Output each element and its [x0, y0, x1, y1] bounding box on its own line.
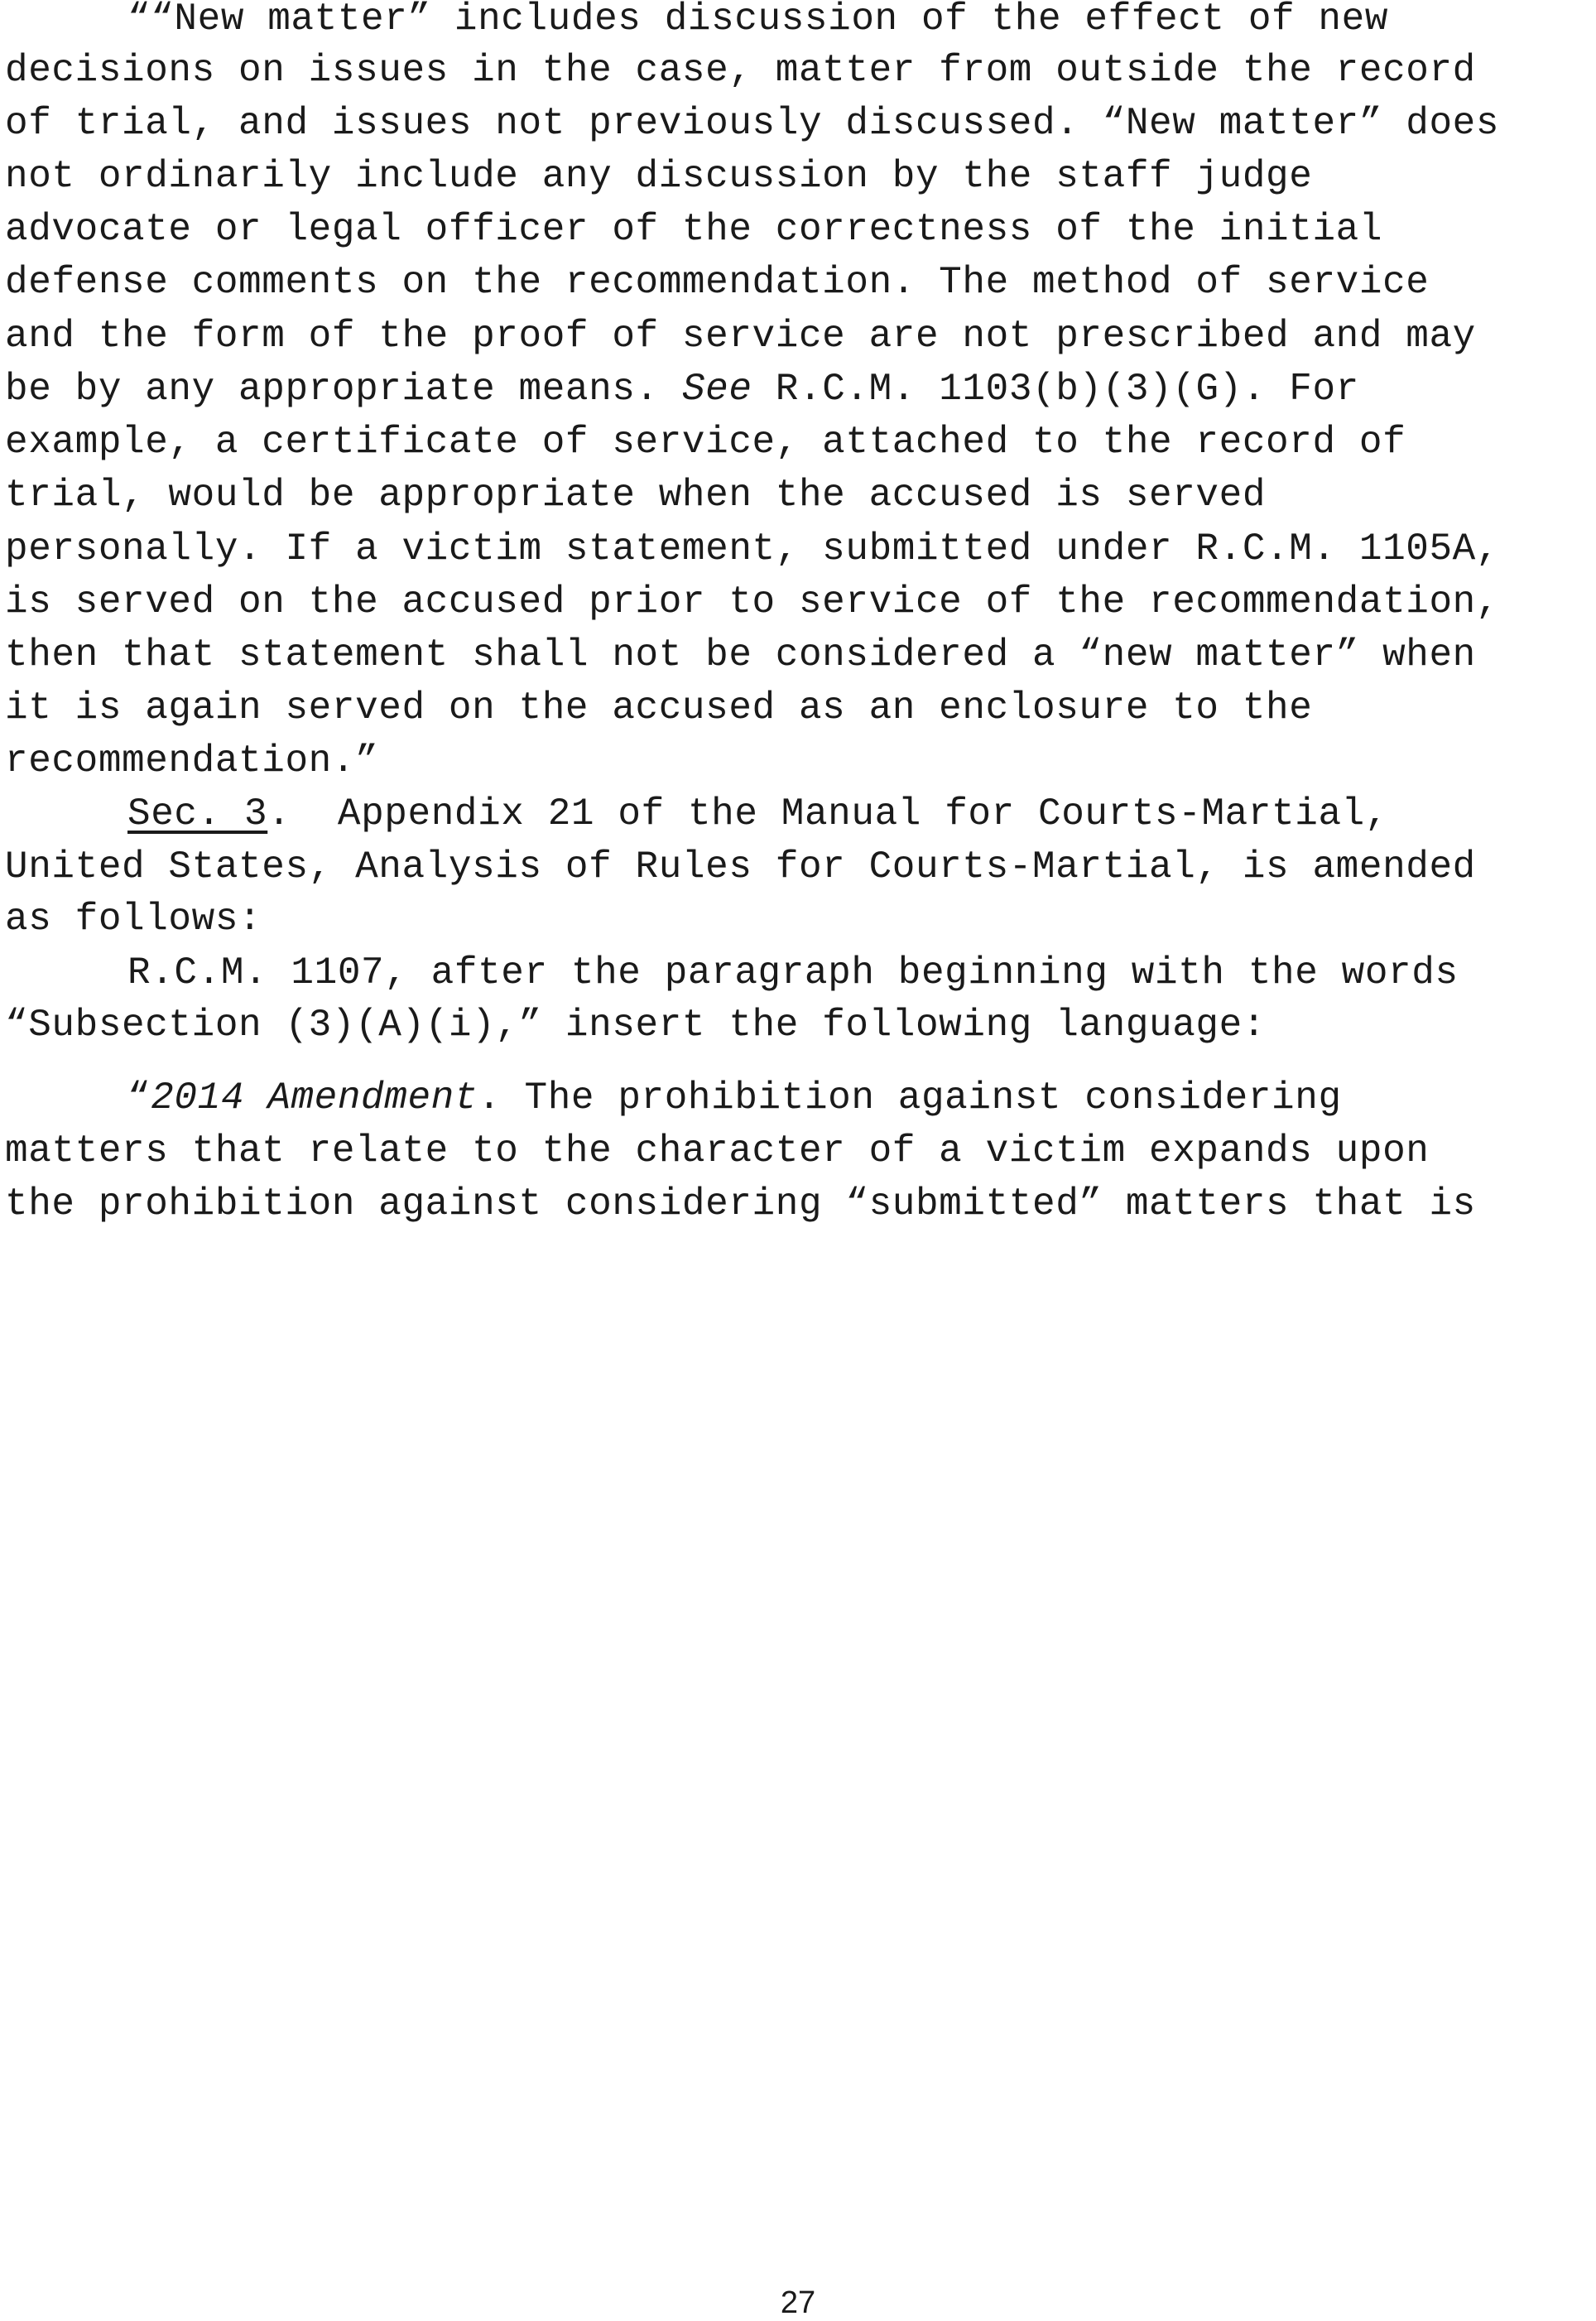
page-number: 27 [780, 2285, 816, 2320]
see-signal: See [681, 368, 752, 411]
amendment-title: 2014 Amendment [151, 1076, 478, 1120]
section-line-1-text: Appendix 21 of the Manual for Courts-Martial, [337, 792, 1389, 835]
rcm-line-1: R.C.M. 1107, after the paragraph beginning with the words [127, 951, 1459, 994]
body-line-10: trial, would be appropriate when the accused is served [5, 474, 1267, 517]
body-line-8 [5, 368, 1359, 411]
body-line-6: defense comments on the recommendation. The method of service [5, 261, 1430, 304]
amendment-line-1-text: . The prohibition against considering [478, 1076, 1342, 1120]
amendment-line-2: matters that relate to the character of a victim expands upon [5, 1129, 1430, 1173]
section-line-2: United States, Analysis of Rules for Courts-Martial, is amended [5, 845, 1476, 888]
amendment-line-3: the prohibition against considering “submitted” matters that is [5, 1182, 1476, 1226]
body-line-12: is served on the accused prior to service of the recommendation, [5, 580, 1500, 624]
section-period: . [267, 792, 291, 835]
body-line-1: ““New matter” includes discussion of the effect of new [127, 0, 1389, 41]
body-line-13: then that statement shall not be considered a “new matter” when [5, 633, 1476, 677]
body-line-2: decisions on issues in the case, matter from outside the record [5, 49, 1476, 92]
rcm-line-2: “Subsection (3)(A)(i),” insert the following language: [5, 1004, 1267, 1047]
rcm-citation: R.C.M. 1103(b)(3)(G). For [775, 368, 1359, 411]
body-line-4: not ordinarily include any discussion by the staff judge [5, 155, 1313, 198]
section-heading-line [127, 792, 1389, 835]
body-line-9: example, a certificate of service, attached to the record of [5, 421, 1406, 464]
body-line-15: recommendation.” [5, 739, 379, 782]
amendment-line-1 [127, 1076, 1342, 1120]
section-label: Sec. 3 [127, 792, 268, 835]
body-line-5: advocate or legal officer of the correctness of the initial [5, 208, 1383, 251]
body-line-3: of trial, and issues not previously discussed. “New matter” does [5, 102, 1500, 145]
body-line-14: it is again served on the accused as an enclosure to the [5, 686, 1313, 730]
amendment-open-quote: “ [127, 1076, 151, 1120]
body-line-7: and the form of the proof of service are not prescribed and may [5, 315, 1476, 358]
body-line-8-text: be by any appropriate means. [5, 368, 659, 411]
body-line-11: personally. If a victim statement, submitted under R.C.M. 1105A, [5, 527, 1500, 571]
section-line-3: as follows: [5, 898, 262, 941]
